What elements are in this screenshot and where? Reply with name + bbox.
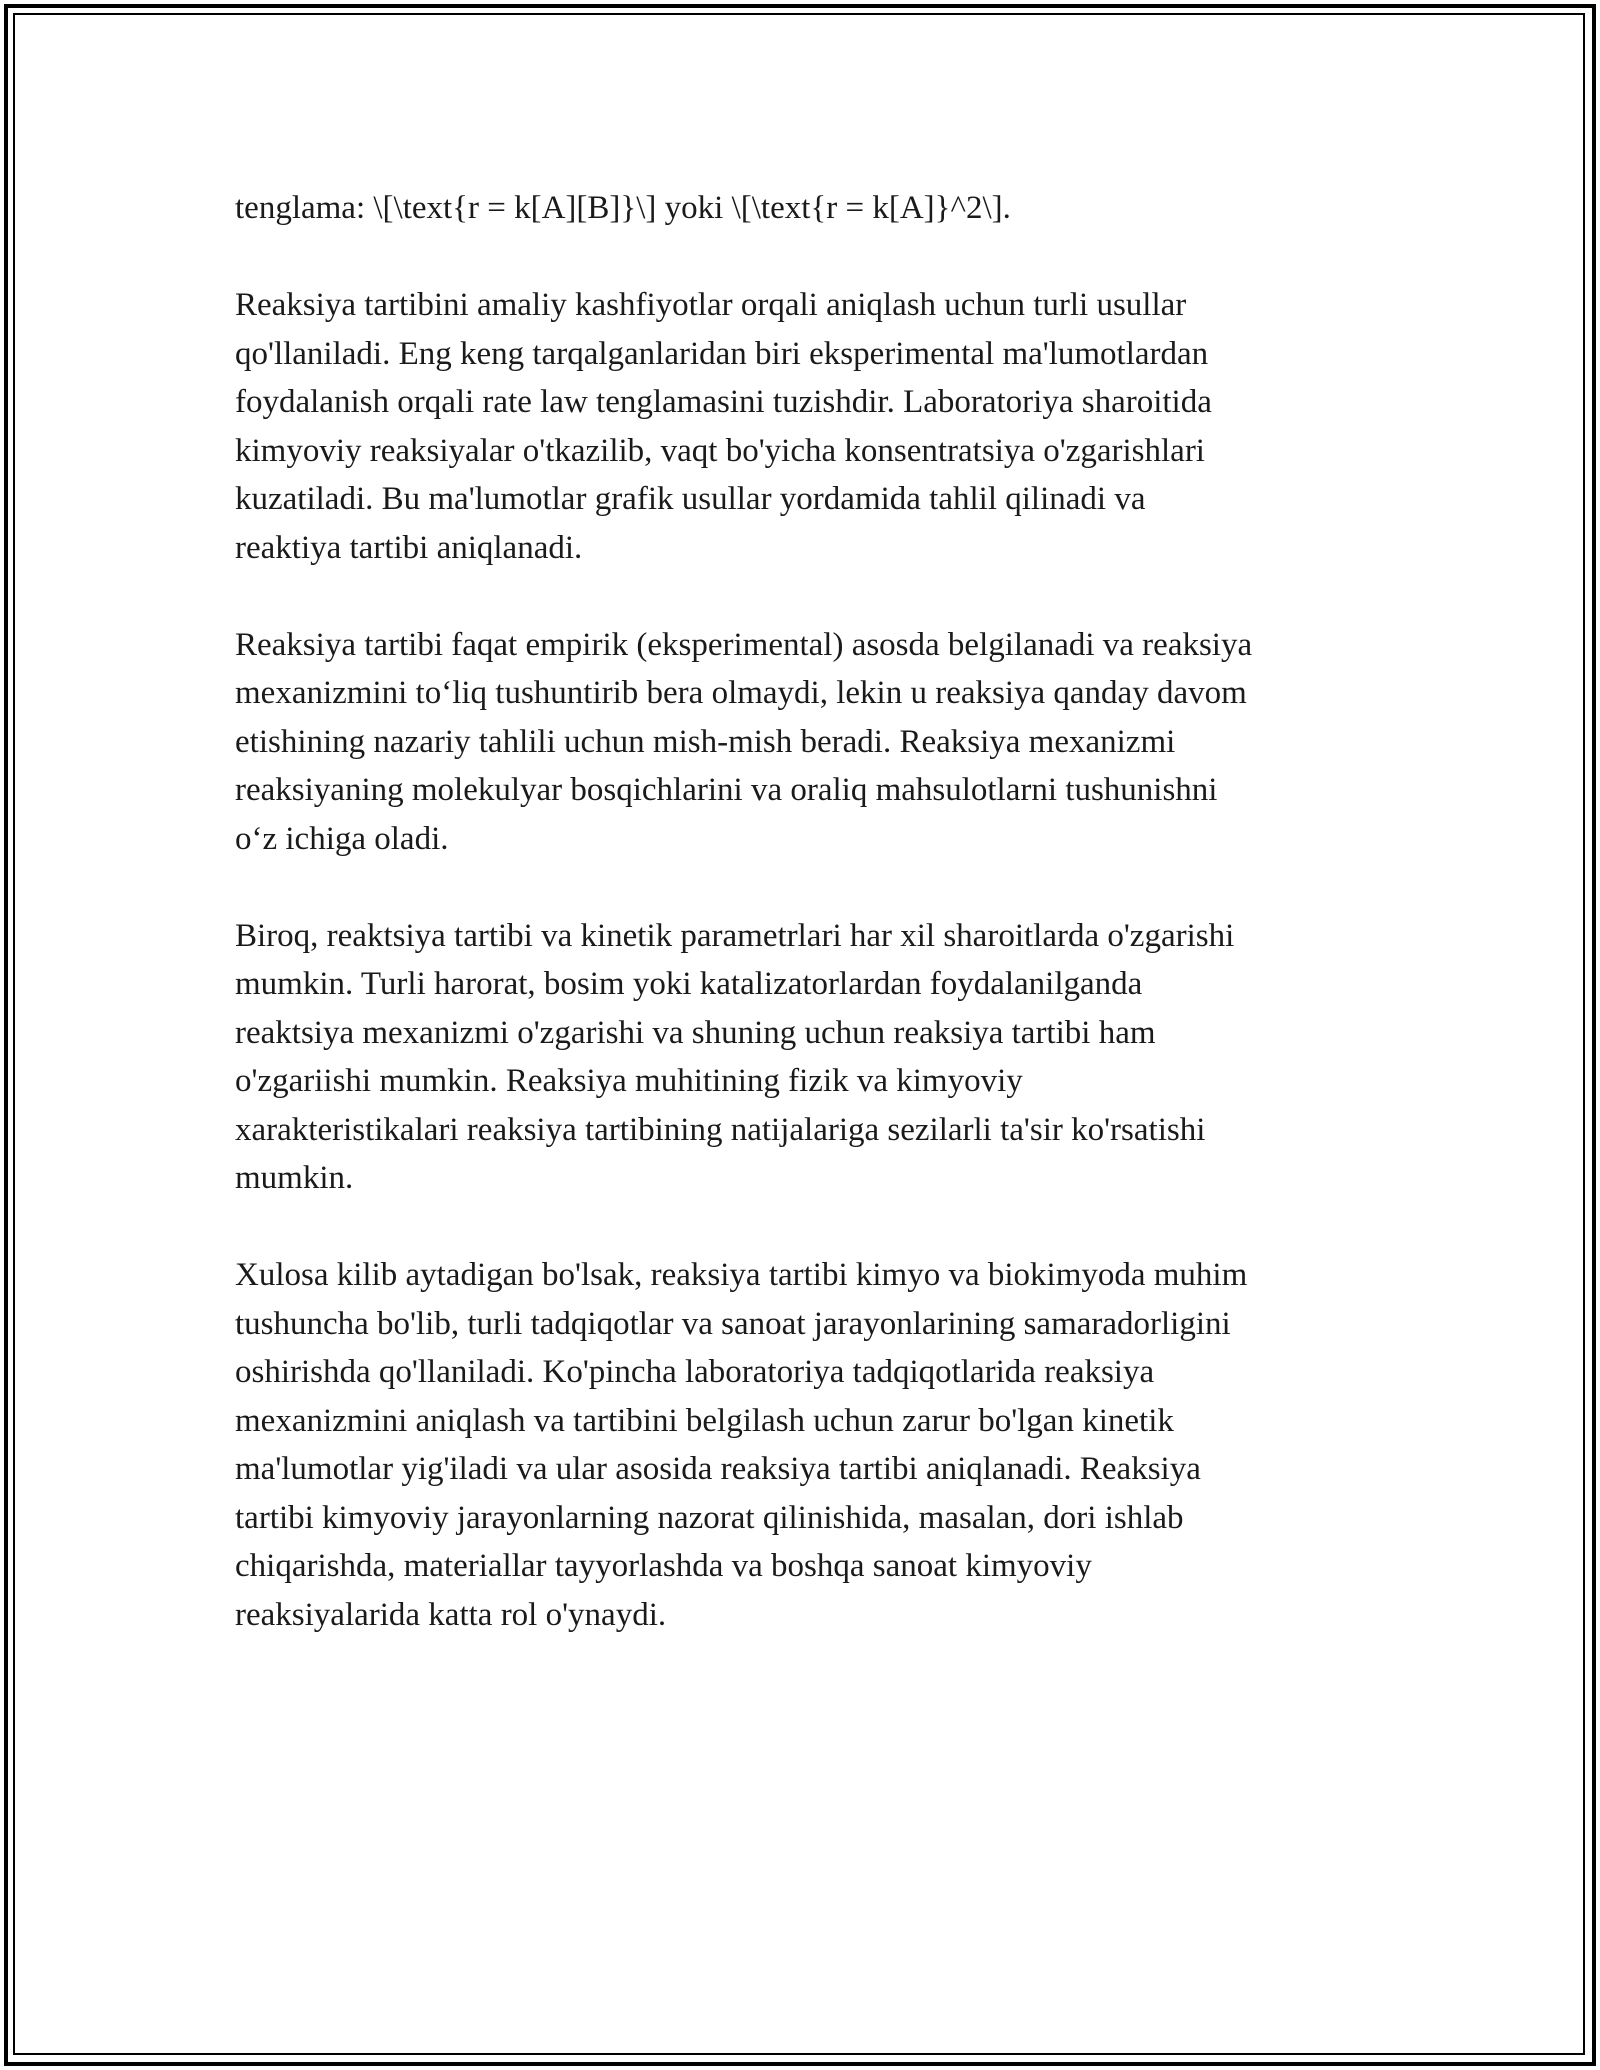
text-line: etishining nazariy tahlili uchun mish-mish beradi. Reaksiya mexanizmi — [235, 723, 1176, 760]
text-line: mexanizmini to‘liq tushuntirib bera olmaydi, lekin u reaksiya qanday davom — [235, 675, 1247, 711]
text-line: mexanizmini aniqlash va tartibini belgilash uchun zarur bo'lgan kinetik — [235, 1402, 1174, 1439]
text-line: kuzatiladi. Bu ma'lumotlar grafik usullar yordamida tahlil qilinadi va — [235, 481, 1146, 517]
paragraph-methods — [235, 281, 1385, 572]
text-line: o'zgariishi mumkin. Reaksiya muhitining fizik va kimyoviy — [235, 1063, 1023, 1099]
text-line: foydalanish orqali rate law tenglamasini tuzishdir. Laboratoriya sharoitida — [235, 384, 1212, 420]
text-line: o‘z ichiga oladi. — [235, 820, 449, 857]
text-line: chiqarishda, materiallar tayyorlashda va boshqa sanoat kimyoviy — [235, 1548, 1092, 1584]
text-line: ma'lumotlar yig'iladi va ular asosida reaksiya tartibi aniqlanadi. Reaksiya — [235, 1451, 1201, 1487]
text-line: reaksiyaning molekulyar bosqichlarini va oraliq mahsulotlarni tushunishni — [235, 772, 1218, 808]
text-line: mumkin. Turli harorat, bosim yoki katalizatorlardan foydalanilganda — [235, 966, 1143, 1002]
document-body — [235, 184, 1385, 1688]
text-line: mumkin. — [235, 1160, 354, 1196]
text-line: oshirishda qo'llaniladi. Ko'pincha laboratoriya tadqiqotlarida reaksiya — [235, 1354, 1155, 1390]
text-line: kimyoviy reaksiyalar o'tkazilib, vaqt bo'yicha konsentratsiya o'zgarishlari — [235, 432, 1205, 469]
text-line: Biroq, reaktsiya tartibi va kinetik parametrlari har xil sharoitlarda o'zgarishi — [235, 917, 1235, 954]
text-line: xarakteristikalari reaksiya tartibining natijalariga sezilarli ta'sir ko'rsatishi — [235, 1111, 1206, 1148]
text-line: reaktsiya mexanizmi o'zgarishi va shuning uchun reaksiya tartibi ham — [235, 1014, 1156, 1051]
text-line: reaktiya tartibi aniqlanadi. — [235, 529, 583, 566]
paragraph-equation — [235, 184, 1385, 233]
text-line: tenglama: \[\text{r = k[A][B]}\] yoki \[\text{r = k[A]}^2\]. — [235, 190, 1011, 226]
text-line: Reaksiya tartibini amaliy kashfiyotlar orqali aniqlash uchun turli usullar — [235, 287, 1187, 323]
text-line: Xulosa kilib aytadigan bo'lsak, reaksiya tartibi kimyo va biokimyoda muhim — [235, 1257, 1248, 1293]
text-line: tartibi kimyoviy jarayonlarning nazorat qilinishida, masalan, dori ishlab — [235, 1499, 1184, 1536]
text-line: tushuncha bo'lib, turli tadqiqotlar va sanoat jarayonlarining samaradorligini — [235, 1305, 1231, 1342]
paragraph-conditions — [235, 912, 1385, 1203]
paragraph-empirical — [235, 621, 1385, 864]
text-line: reaksiyalarida katta rol o'ynaydi. — [235, 1596, 667, 1633]
text-line: Reaksiya tartibi faqat empirik (eksperimental) asosda belgilanadi va reaksiya — [235, 626, 1253, 663]
paragraph-conclusion — [235, 1251, 1385, 1639]
text-line: qo'llaniladi. Eng keng tarqalganlaridan biri eksperimental ma'lumotlardan — [235, 335, 1209, 372]
